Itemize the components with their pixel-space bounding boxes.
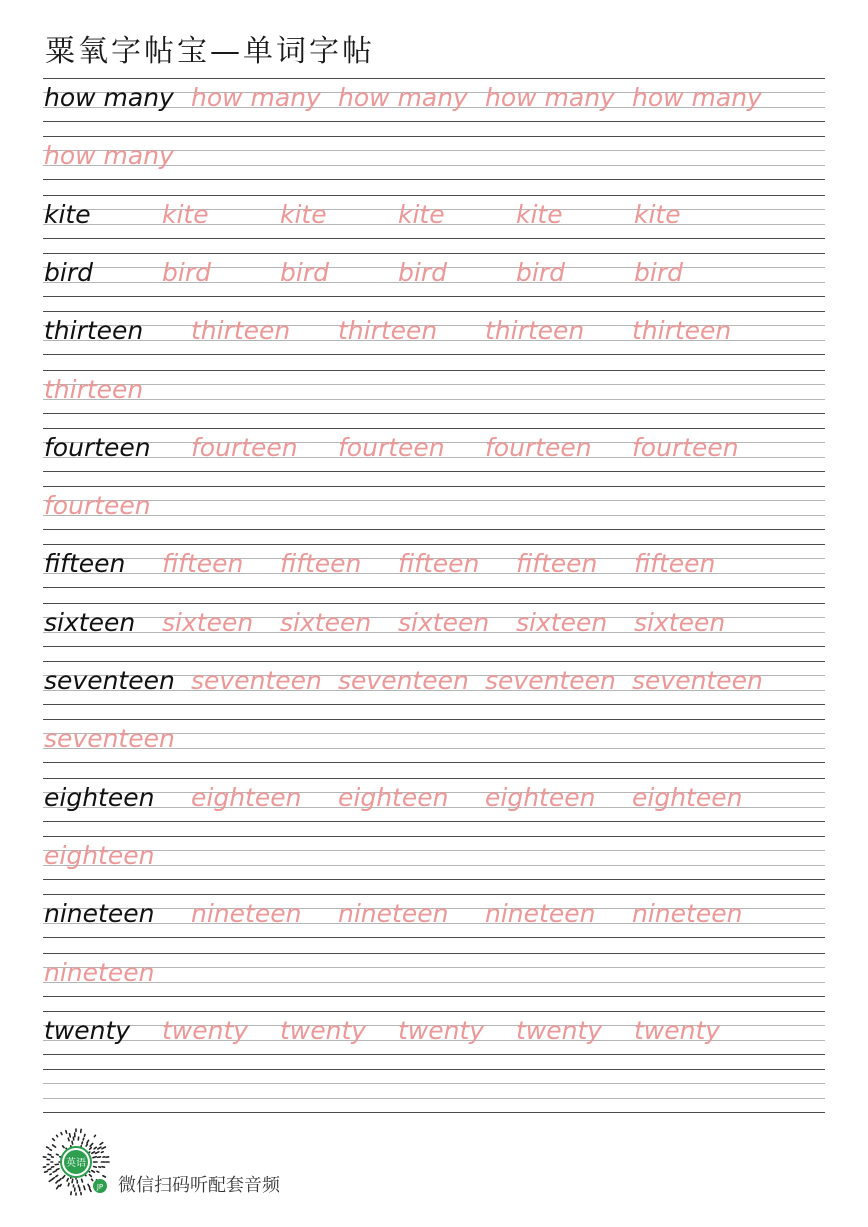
qr-dot	[59, 1179, 61, 1181]
page-title: 粟氧字帖宝—单词字帖	[45, 34, 375, 69]
qr-dot	[93, 1157, 96, 1158]
ruled-line	[43, 778, 825, 779]
ruled-line	[43, 544, 825, 545]
footer	[40, 1126, 340, 1201]
trace-word: bird	[516, 257, 565, 287]
ruled-line	[43, 967, 825, 968]
qr-dot	[68, 1183, 69, 1185]
ruled-line	[43, 719, 825, 720]
trace-word: twenty	[162, 1015, 249, 1045]
qr-dot	[72, 1141, 73, 1144]
trace-word: fourteen	[191, 432, 298, 462]
qr-dot	[82, 1179, 83, 1182]
practice-row	[43, 778, 825, 836]
ruled-line	[43, 1098, 825, 1099]
model-word: seventeen	[44, 666, 175, 695]
ruled-line	[43, 1069, 825, 1070]
trace-word: sixteen	[162, 607, 254, 637]
practice-row	[43, 661, 825, 719]
practice-row	[43, 428, 825, 486]
ruled-line	[43, 1011, 825, 1012]
qr-dot	[90, 1189, 91, 1192]
trace-word: seventeen	[44, 724, 175, 754]
qr-dot	[90, 1143, 93, 1146]
ruled-line	[43, 238, 825, 239]
trace-word: seventeen	[191, 666, 322, 695]
trace-word: bird	[634, 257, 683, 287]
practice-row	[43, 836, 825, 894]
qr-dot	[98, 1157, 101, 1158]
trace-word: kite	[162, 199, 209, 229]
ruled-line	[43, 953, 825, 954]
qr-dot	[88, 1184, 90, 1187]
trace-word: seventeen	[485, 666, 616, 695]
qr-dot	[94, 1167, 97, 1168]
practice-row	[43, 253, 825, 311]
trace-word: kite	[280, 199, 327, 229]
trace-word: twenty	[516, 1015, 603, 1045]
trace-word: twenty	[280, 1015, 367, 1045]
ruled-line	[43, 836, 825, 837]
qr-dot	[98, 1147, 101, 1149]
trace-word: thirteen	[338, 316, 438, 346]
ruled-line	[43, 253, 825, 254]
qr-dot	[47, 1147, 49, 1148]
trace-word: fourteen	[44, 491, 151, 521]
model-word: how many	[44, 83, 174, 112]
qr-dot	[94, 1135, 95, 1136]
trace-word: fifteen	[634, 549, 716, 579]
qr-dot	[84, 1134, 85, 1136]
qr-dot	[57, 1186, 59, 1189]
ruled-line	[43, 311, 825, 312]
trace-word: bird	[398, 257, 447, 287]
qr-code-icon	[40, 1126, 112, 1198]
footer-caption: 微信扫码听配套音频	[118, 1175, 280, 1196]
ruled-line	[43, 384, 825, 385]
trace-word: eighteen	[485, 782, 596, 812]
model-word: twenty	[44, 1015, 131, 1045]
qr-dot	[83, 1138, 84, 1140]
practice-row	[43, 894, 825, 952]
practice-row	[43, 311, 825, 369]
practice-row	[43, 486, 825, 544]
practice-row	[43, 603, 825, 661]
qr-dot	[53, 1178, 55, 1179]
ruled-line	[43, 529, 825, 530]
trace-word: nineteen	[191, 899, 302, 929]
ruled-line	[43, 428, 825, 429]
qr-dot	[53, 1139, 55, 1141]
trace-word: sixteen	[280, 607, 372, 637]
qr-dot	[91, 1179, 92, 1180]
practice-row	[43, 78, 825, 136]
model-word: thirteen	[44, 316, 144, 346]
qr-dot	[50, 1174, 51, 1175]
qr-dot	[70, 1134, 71, 1137]
trace-word: twenty	[634, 1015, 721, 1045]
trace-word: eighteen	[632, 782, 743, 812]
qr-dot	[89, 1175, 91, 1177]
trace-word: fifteen	[516, 549, 598, 579]
ruled-line	[43, 1054, 825, 1055]
qr-dot	[56, 1175, 58, 1176]
qr-dot	[97, 1171, 99, 1172]
trace-word: thirteen	[191, 316, 291, 346]
trace-word: nineteen	[632, 899, 743, 929]
qr-badge-label: 英语	[66, 1158, 86, 1169]
qr-dot	[57, 1135, 58, 1136]
trace-word: bird	[280, 257, 329, 287]
qr-dot	[68, 1138, 69, 1140]
qr-dot	[48, 1169, 51, 1170]
ruled-line	[43, 894, 825, 895]
ruled-line	[43, 587, 825, 588]
qr-dot	[45, 1171, 48, 1172]
trace-word: fifteen	[280, 549, 362, 579]
qr-dot	[95, 1152, 98, 1154]
qr-dot	[63, 1146, 64, 1148]
qr-dot	[102, 1147, 105, 1149]
trace-word: nineteen	[338, 899, 449, 929]
practice-row	[43, 1011, 825, 1069]
trace-word: eighteen	[338, 782, 449, 812]
trace-word: kite	[398, 199, 445, 229]
ruled-line	[43, 195, 825, 196]
ruled-line	[43, 471, 825, 472]
qr-dot	[61, 1133, 62, 1135]
ruled-line	[43, 646, 825, 647]
trace-word: sixteen	[516, 607, 608, 637]
trace-word: how many	[191, 83, 321, 112]
qr-dot	[63, 1176, 65, 1179]
qr-dot	[92, 1171, 95, 1172]
ruled-line	[43, 762, 825, 763]
qr-dot	[87, 1140, 89, 1143]
practice-row	[43, 953, 825, 1011]
model-word: nineteen	[44, 899, 155, 929]
ruled-line	[43, 354, 825, 355]
ruled-line	[43, 136, 825, 137]
practice-row	[43, 136, 825, 194]
qr-dot	[103, 1176, 105, 1177]
ruled-line	[43, 515, 825, 516]
qr-dot	[53, 1171, 56, 1172]
trace-word: twenty	[398, 1015, 485, 1045]
ruled-line	[43, 500, 825, 501]
qr-dot	[50, 1149, 52, 1150]
trace-word: fourteen	[338, 432, 445, 462]
trace-word: how many	[338, 83, 468, 112]
qr-dot	[92, 1152, 95, 1153]
trace-word: how many	[632, 83, 762, 112]
model-word: sixteen	[44, 607, 136, 637]
practice-row	[43, 544, 825, 602]
qr-dot	[94, 1147, 96, 1149]
ruled-line	[43, 121, 825, 122]
trace-word: seventeen	[632, 666, 763, 695]
ruled-line	[43, 996, 825, 997]
trace-word: thirteen	[632, 316, 732, 346]
trace-word: how many	[44, 141, 174, 171]
ruled-line	[43, 603, 825, 604]
model-word: bird	[44, 257, 93, 287]
model-word: kite	[44, 199, 91, 229]
ruled-line	[43, 850, 825, 851]
qr-dot	[66, 1131, 67, 1134]
ruled-line	[43, 1112, 825, 1113]
trace-word: eighteen	[44, 840, 155, 870]
model-word: eighteen	[44, 782, 155, 812]
ruled-line	[43, 821, 825, 822]
qr-dot	[56, 1181, 58, 1183]
ruled-line	[43, 937, 825, 938]
trace-word: thirteen	[485, 316, 585, 346]
trace-word: how many	[485, 83, 615, 112]
ruled-line	[43, 1083, 825, 1084]
trace-word: fifteen	[398, 549, 480, 579]
trace-word: nineteen	[485, 899, 596, 929]
qr-dot	[56, 1154, 58, 1155]
model-word: fourteen	[44, 432, 151, 462]
ruled-line	[43, 370, 825, 371]
qr-dot	[100, 1143, 103, 1145]
ruled-line	[43, 879, 825, 880]
trace-word: kite	[516, 199, 563, 229]
ruled-line	[43, 486, 825, 487]
practice-row	[43, 195, 825, 253]
ruled-line	[43, 865, 825, 866]
qr-dot	[67, 1179, 68, 1181]
trace-word: kite	[634, 199, 681, 229]
qr-dot	[82, 1142, 83, 1144]
qr-dot	[101, 1152, 103, 1153]
ruled-line	[43, 179, 825, 180]
qr-corner-label: JP	[96, 1183, 104, 1191]
trace-word: thirteen	[44, 374, 144, 404]
ruled-line	[43, 413, 825, 414]
qr-dot	[84, 1186, 85, 1190]
qr-dot	[53, 1145, 56, 1147]
trace-word: fourteen	[632, 432, 739, 462]
trace-word: eighteen	[191, 782, 302, 812]
qr-dot	[90, 1148, 92, 1150]
qr-dot	[86, 1144, 87, 1146]
ruled-line	[43, 78, 825, 79]
model-word: fifteen	[44, 549, 126, 579]
ruled-line	[43, 296, 825, 297]
trace-word: sixteen	[398, 607, 490, 637]
trace-word: fourteen	[485, 432, 592, 462]
ruled-line	[43, 661, 825, 662]
ruled-line	[43, 704, 825, 705]
qr-dot	[60, 1185, 61, 1187]
ruled-line	[43, 399, 825, 400]
trace-word: fifteen	[162, 549, 244, 579]
qr-dot	[72, 1179, 73, 1182]
trace-word: seventeen	[338, 666, 469, 695]
practice-row	[43, 719, 825, 777]
ruled-line	[43, 982, 825, 983]
practice-row	[43, 370, 825, 428]
qr-dot	[56, 1169, 58, 1170]
qr-dot	[48, 1154, 51, 1155]
trace-word: sixteen	[634, 607, 726, 637]
trace-word: bird	[162, 257, 211, 287]
practice-row	[43, 1069, 825, 1127]
trace-word: nineteen	[44, 957, 155, 987]
